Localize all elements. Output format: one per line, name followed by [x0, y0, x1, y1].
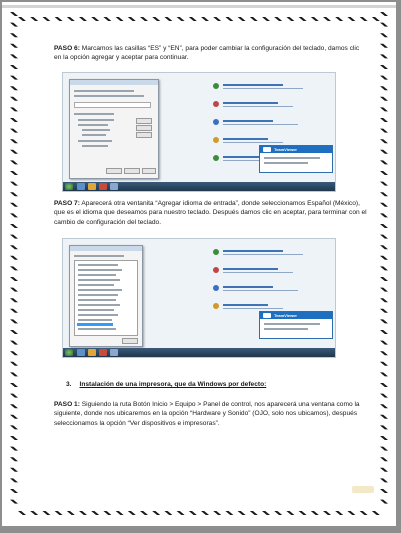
step-1-label: PASO 1: [54, 401, 80, 408]
taskbar-app-icon[interactable] [77, 349, 85, 356]
control-panel-icon [213, 119, 219, 125]
taskbar-app-icon[interactable] [77, 183, 85, 190]
border-mark [10, 171, 18, 175]
teamviewer-popup [259, 311, 333, 339]
border-mark [380, 171, 388, 175]
border-mark [10, 447, 18, 451]
border-mark [299, 17, 307, 21]
border-mark [380, 224, 388, 228]
border-mark [10, 160, 18, 164]
border-mark [299, 511, 307, 515]
border-mark [380, 447, 388, 451]
border-mark [128, 17, 136, 21]
border-mark [10, 213, 18, 217]
popup-title: TeamViewer [274, 147, 297, 152]
border-mark [380, 213, 388, 217]
border-mark [335, 511, 343, 515]
border-mark [380, 33, 388, 37]
border-mark [347, 17, 355, 21]
control-panel-icon [213, 285, 219, 291]
section-heading [66, 380, 366, 389]
border-mark [380, 298, 388, 302]
border-mark [323, 511, 331, 515]
border-mark [380, 383, 388, 387]
border-mark [323, 17, 331, 21]
border-mark [201, 511, 209, 515]
border-mark [10, 33, 18, 37]
taskbar-app-icon[interactable] [110, 349, 118, 356]
border-mark [274, 17, 282, 21]
border-mark [380, 425, 388, 429]
control-panel-icon [213, 83, 219, 89]
control-panel-icon [213, 137, 219, 143]
border-mark [42, 17, 50, 21]
border-mark [10, 203, 18, 207]
border-mark [10, 54, 18, 58]
border-mark [380, 309, 388, 313]
border-mark [67, 17, 75, 21]
border-mark [10, 256, 18, 260]
border-mark [91, 17, 99, 21]
section-title: Instalación de una impresora, que da Windows por defecto: [79, 381, 267, 388]
border-mark [380, 54, 388, 58]
control-panel-icon [213, 267, 219, 273]
border-mark [10, 245, 18, 249]
step-7-label: PASO 7: [54, 200, 80, 207]
border-mark [380, 489, 388, 493]
border-mark [335, 17, 343, 21]
border-mark [380, 415, 388, 419]
border-mark [140, 511, 148, 515]
border-mark [164, 17, 172, 21]
border-mark [380, 150, 388, 154]
border-mark [10, 383, 18, 387]
accept-button[interactable] [106, 168, 122, 174]
border-mark [10, 468, 18, 472]
border-mark [103, 17, 111, 21]
border-mark [10, 23, 18, 27]
selected-language-row[interactable] [77, 323, 113, 326]
screenshot-add-input-language [62, 238, 336, 358]
border-mark [10, 139, 18, 143]
border-mark [380, 468, 388, 472]
page-header-rule [2, 5, 396, 8]
border-mark [225, 511, 233, 515]
step-7-text: Aparecerá otra ventanita “Agregar idioma de entrada”, donde seleccionamos Español (México), que es el idioma que deseamos para nuestro teclado. Después damos clic en aceptar, para terminar con el cambio de configuración del teclado. [54, 200, 367, 226]
border-mark [10, 298, 18, 302]
taskbar-app-icon[interactable] [110, 183, 118, 190]
border-mark [380, 23, 388, 27]
border-mark [67, 511, 75, 515]
border-mark [380, 362, 388, 366]
control-panel-icon [213, 101, 219, 107]
border-mark [311, 511, 319, 515]
border-mark [10, 97, 18, 101]
border-mark [10, 182, 18, 186]
border-mark [189, 511, 197, 515]
border-mark [380, 235, 388, 239]
decorative-border-left [8, 12, 20, 512]
taskbar-app-icon[interactable] [99, 349, 107, 356]
border-mark [152, 17, 160, 21]
section-number: 3. [66, 381, 72, 388]
border-mark [10, 478, 18, 482]
border-mark [10, 235, 18, 239]
step-6-text: Marcamos las casillas “ES” y “EN”, para poder cambiar la configuración del teclado, damos clic en la opción agregar y aceptar para continuar. [54, 45, 360, 62]
border-mark [380, 44, 388, 48]
accept-button[interactable] [122, 338, 138, 344]
start-button-icon[interactable] [65, 183, 73, 190]
step-6-label: PASO 6: [54, 45, 80, 52]
border-mark [380, 394, 388, 398]
windows-taskbar [63, 348, 335, 357]
border-mark [380, 256, 388, 260]
border-mark [380, 404, 388, 408]
taskbar-app-icon[interactable] [99, 183, 107, 190]
border-mark [380, 351, 388, 355]
border-mark [380, 129, 388, 133]
border-mark [10, 436, 18, 440]
decorative-border-bottom [18, 510, 380, 516]
border-mark [360, 511, 368, 515]
border-mark [380, 457, 388, 461]
border-mark [10, 12, 18, 16]
border-mark [152, 511, 160, 515]
border-mark [10, 372, 18, 376]
border-mark [10, 129, 18, 133]
border-mark [103, 511, 111, 515]
border-mark [10, 192, 18, 196]
properties-button[interactable] [136, 132, 152, 138]
control-panel-icon [213, 249, 219, 255]
border-mark [213, 17, 221, 21]
border-mark [380, 118, 388, 122]
border-mark [177, 511, 185, 515]
remove-button[interactable] [136, 125, 152, 131]
border-mark [380, 330, 388, 334]
windows-taskbar [63, 182, 335, 191]
border-mark [380, 12, 388, 16]
border-mark [311, 17, 319, 21]
border-mark [42, 511, 50, 515]
start-button-icon[interactable] [65, 349, 73, 356]
border-mark [380, 436, 388, 440]
border-mark [380, 65, 388, 69]
border-mark [10, 309, 18, 313]
border-mark [177, 17, 185, 21]
border-mark [79, 511, 87, 515]
border-mark [10, 86, 18, 90]
border-mark [225, 17, 233, 21]
border-mark [164, 511, 172, 515]
border-mark [10, 341, 18, 345]
border-mark [262, 17, 270, 21]
border-mark [116, 17, 124, 21]
step-6-paragraph [54, 44, 366, 63]
border-mark [10, 489, 18, 493]
border-mark [380, 192, 388, 196]
border-mark [380, 266, 388, 270]
border-mark [128, 511, 136, 515]
step-1-paragraph [54, 400, 368, 428]
add-input-language-dialog [69, 245, 143, 347]
border-mark [91, 511, 99, 515]
border-mark [10, 277, 18, 281]
border-mark [10, 107, 18, 111]
border-mark [286, 17, 294, 21]
add-button[interactable] [136, 118, 152, 124]
border-mark [380, 203, 388, 207]
border-mark [10, 404, 18, 408]
border-mark [380, 341, 388, 345]
border-mark [380, 277, 388, 281]
border-mark [380, 160, 388, 164]
border-mark [250, 511, 258, 515]
border-mark [380, 76, 388, 80]
border-mark [347, 511, 355, 515]
border-mark [10, 415, 18, 419]
teamviewer-logo [263, 147, 271, 152]
border-mark [10, 330, 18, 334]
control-panel-icon [213, 303, 219, 309]
border-mark [286, 511, 294, 515]
border-mark [189, 17, 197, 21]
border-mark [380, 86, 388, 90]
border-mark [262, 511, 270, 515]
text-services-dialog [69, 79, 159, 179]
screenshot-keyboard-settings [62, 72, 336, 192]
border-mark [213, 511, 221, 515]
document-page [2, 2, 396, 526]
border-mark [10, 394, 18, 398]
border-mark [10, 457, 18, 461]
border-mark [380, 500, 388, 504]
border-mark [380, 107, 388, 111]
border-mark [10, 118, 18, 122]
cancel-button[interactable] [124, 168, 140, 174]
border-mark [55, 17, 63, 21]
border-mark [10, 425, 18, 429]
border-mark [380, 478, 388, 482]
step-7-paragraph [54, 199, 368, 227]
step-1-text: Siguiendo la ruta Botón Inicio > Equipo > Panel de control, nos aparecerá una ventana como la siguiente, donde nos ubicaremos en la opción “Hardware y Sonido” (OJO, solo nos ubicamos), después seleccionamos la opción “Ver dispositivos e impresoras”. [54, 401, 360, 427]
border-mark [140, 17, 148, 21]
border-mark [30, 511, 38, 515]
apply-button[interactable] [142, 168, 156, 174]
border-mark [10, 44, 18, 48]
border-mark [274, 511, 282, 515]
decorative-border-top [18, 16, 380, 22]
border-mark [116, 511, 124, 515]
border-mark [10, 362, 18, 366]
border-mark [30, 17, 38, 21]
border-mark [380, 319, 388, 323]
popup-title: TeamViewer [274, 313, 297, 318]
border-mark [10, 76, 18, 80]
border-mark [380, 372, 388, 376]
border-mark [10, 500, 18, 504]
control-panel-icon [213, 155, 219, 161]
border-mark [10, 351, 18, 355]
border-mark [10, 266, 18, 270]
decorative-border-right [378, 12, 390, 512]
border-mark [238, 511, 246, 515]
teamviewer-logo [263, 313, 271, 318]
border-mark [201, 17, 209, 21]
border-mark [79, 17, 87, 21]
border-mark [250, 17, 258, 21]
page-number-tab [352, 486, 374, 493]
taskbar-folder-icon[interactable] [88, 349, 96, 356]
border-mark [238, 17, 246, 21]
border-mark [10, 65, 18, 69]
border-mark [380, 97, 388, 101]
border-mark [380, 182, 388, 186]
language-list[interactable] [74, 260, 138, 336]
taskbar-folder-icon[interactable] [88, 183, 96, 190]
border-mark [10, 150, 18, 154]
border-mark [10, 288, 18, 292]
border-mark [10, 224, 18, 228]
border-mark [10, 319, 18, 323]
border-mark [360, 17, 368, 21]
border-mark [380, 288, 388, 292]
border-mark [55, 511, 63, 515]
teamviewer-popup [259, 145, 333, 173]
border-mark [380, 245, 388, 249]
border-mark [380, 139, 388, 143]
